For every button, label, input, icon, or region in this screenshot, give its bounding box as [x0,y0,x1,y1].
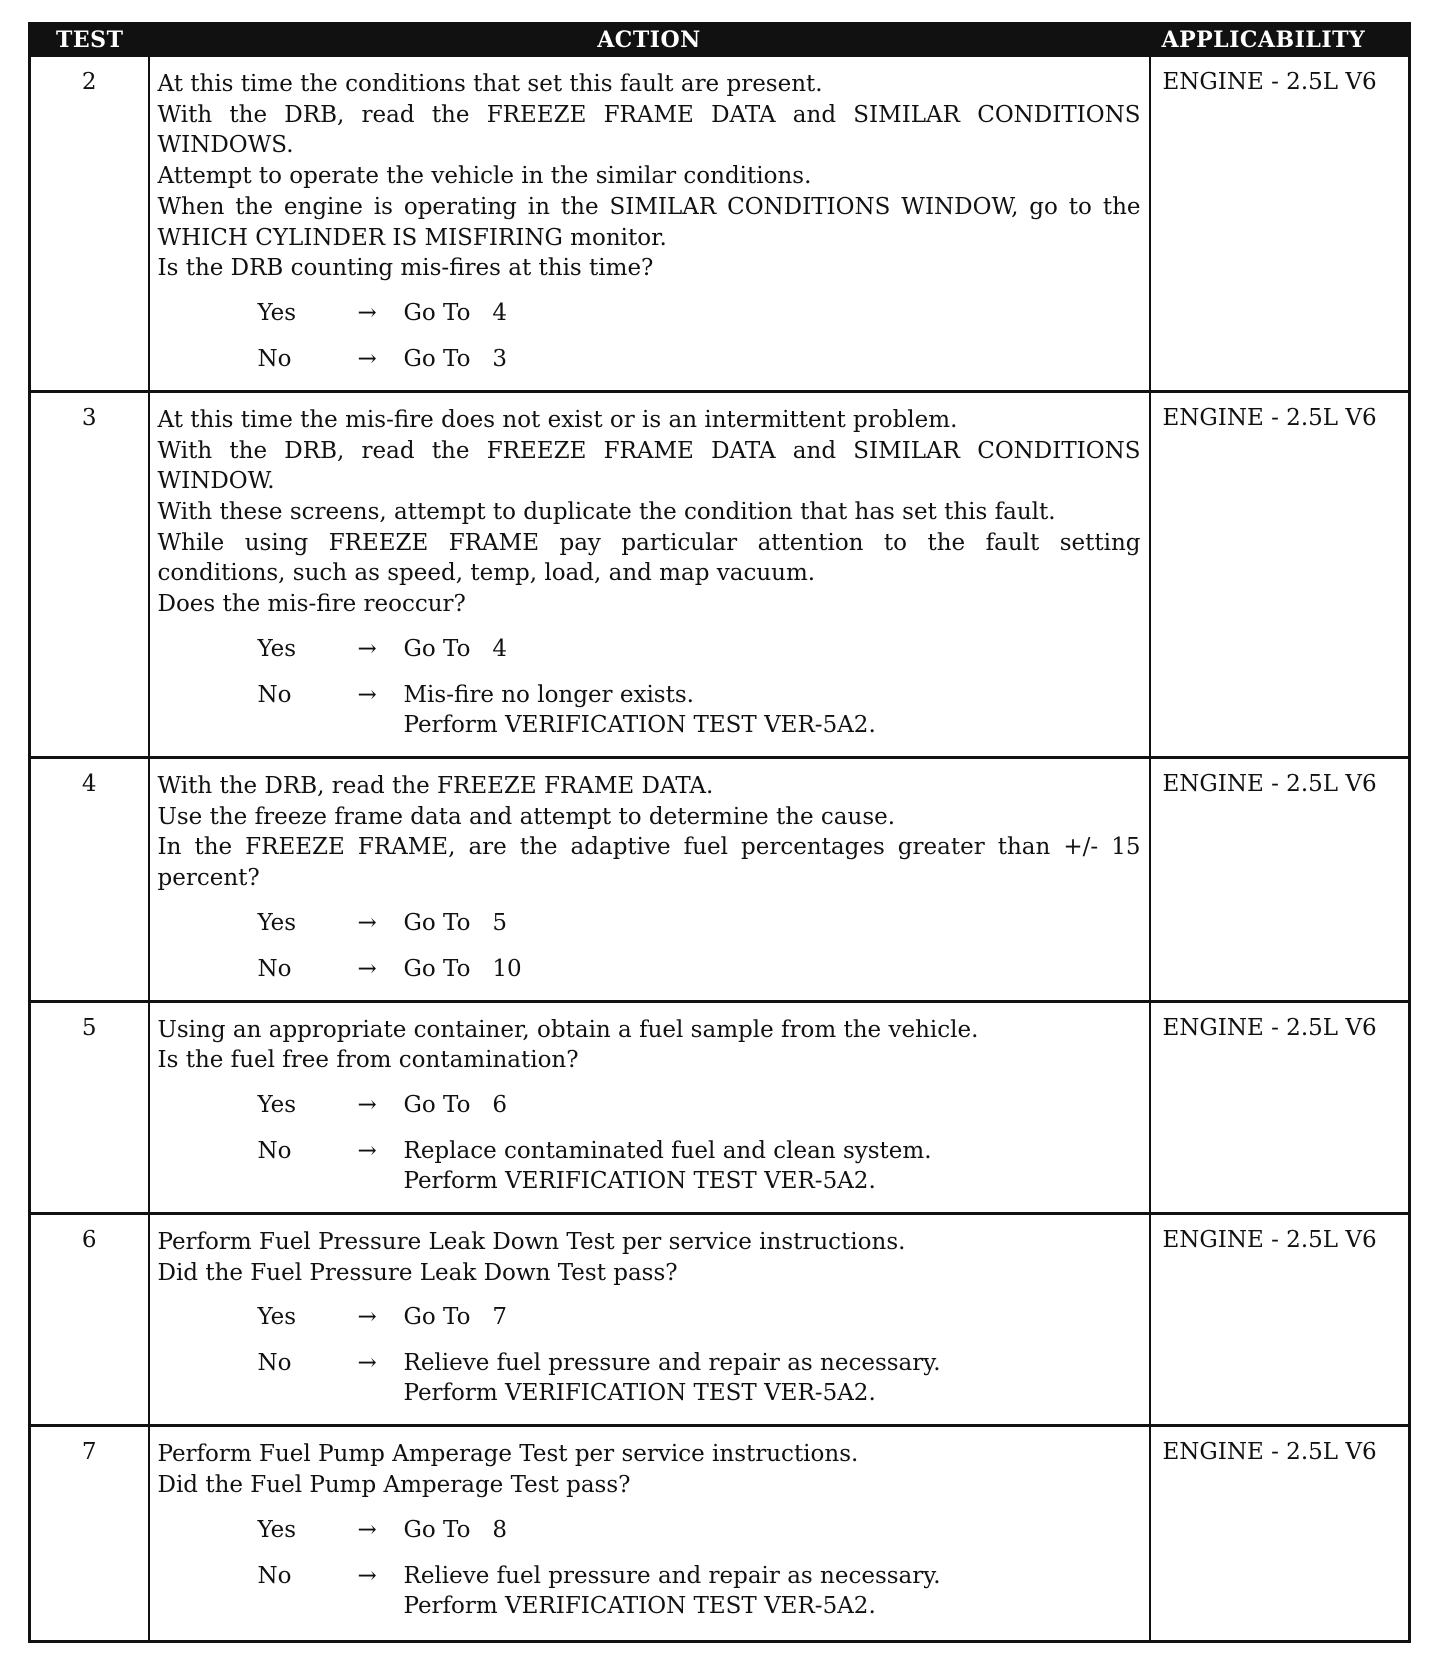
arrow-icon: → [357,909,377,936]
arrow-icon: → [357,1516,377,1543]
action-line: With these screens, attempt to duplicate the condition that has set this fault. [157,499,1056,526]
yes-choice [158,908,1141,938]
yes-label: Yes [257,1516,297,1543]
result-line: Go To 7 [403,1304,507,1331]
yes-label: Yes [257,635,297,662]
arrow-icon: → [357,635,377,662]
choices [158,1515,1141,1621]
action-line: Using an appropriate container, obtain a fuel sample from the vehicle. [157,1016,979,1043]
result-line: Go To 10 [403,955,522,982]
yes-choice [158,1302,1141,1332]
arrow-icon: → [357,1138,377,1165]
action-line: With the DRB, read the FREEZE FRAME DATA. [157,772,714,799]
test-number: 5 [30,1001,149,1213]
yes-label: Yes [257,909,297,936]
yes-result [404,298,1141,328]
table-row [30,1214,1410,1426]
yes-choice [158,634,1141,664]
action-line: Perform Fuel Pump Amperage Test per service instructions. [157,1441,859,1468]
no-label: No [257,1350,292,1377]
action-line: Attempt to operate the vehicle in the similar conditions. [157,163,812,190]
no-choice [158,344,1141,374]
header-test: TEST [30,24,149,57]
test-number: 4 [30,757,149,1001]
no-result [404,680,1141,740]
choices [158,908,1141,984]
header-applicability: APPLICABILITY [1150,24,1410,57]
no-label: No [257,681,292,708]
action-cell [149,1426,1150,1642]
result-line: Go To 3 [403,345,507,372]
applicability-cell: ENGINE - 2.5L V6 [1150,56,1410,391]
arrow-icon: → [357,299,377,326]
result-line: Relieve fuel pressure and repair as necessary. [403,1350,941,1377]
yes-result [404,1515,1141,1545]
result-line: Go To 4 [403,299,507,326]
choices [158,634,1141,740]
result-line: Go To 4 [403,635,507,662]
no-choice [158,680,1141,740]
action-line: Did the Fuel Pump Amperage Test pass? [157,1472,631,1499]
test-number: 7 [30,1426,149,1642]
action-cell [149,56,1150,391]
applicability-cell: ENGINE - 2.5L V6 [1150,391,1410,757]
no-choice [158,1136,1141,1196]
test-number: 6 [30,1214,149,1426]
action-line: With the DRB, read the FREEZE FRAME DATA and SIMILAR CONDITIONS WINDOWS. [157,101,1141,159]
yes-label: Yes [257,1304,297,1331]
table-row [30,1426,1410,1642]
action-line: Is the DRB counting mis-fires at this time? [157,255,654,282]
result-line: Go To 6 [403,1092,507,1119]
action-line: In the FREEZE FRAME, are the adaptive fuel percentages greater than +/- 15 percent? [157,834,1141,891]
diagnostic-table [28,22,1411,1643]
applicability-cell: ENGINE - 2.5L V6 [1150,1426,1410,1642]
no-label: No [257,345,292,372]
result-line: Perform VERIFICATION TEST VER-5A2. [403,1168,876,1195]
test-number: 2 [30,56,149,391]
action-cell [149,1001,1150,1213]
no-choice [158,1561,1141,1621]
action-line: When the engine is operating in the SIMILAR CONDITIONS WINDOW, go to the WHICH CYLINDER IS MISFIRING monitor. [157,193,1141,251]
yes-label: Yes [257,1092,297,1119]
choices [158,1302,1141,1408]
applicability-cell: ENGINE - 2.5L V6 [1150,1001,1410,1213]
action-line: Use the freeze frame data and attempt to determine the cause. [157,803,896,830]
result-line: Perform VERIFICATION TEST VER-5A2. [403,1380,876,1407]
yes-choice [158,298,1141,328]
applicability-cell: ENGINE - 2.5L V6 [1150,1214,1410,1426]
choices [158,298,1141,374]
result-line: Replace contaminated fuel and clean system. [403,1138,932,1165]
result-line: Go To 8 [403,1516,507,1543]
result-line: Go To 5 [403,909,507,936]
yes-result [404,634,1141,664]
arrow-icon: → [357,1092,377,1119]
arrow-icon: → [357,345,377,372]
table-row [30,391,1410,757]
arrow-icon: → [357,1350,377,1377]
no-label: No [257,955,292,982]
diagnostic-page [28,22,1408,1643]
header-action: ACTION [149,24,1150,57]
table-row [30,1001,1410,1213]
no-result [404,954,1141,984]
table-row [30,56,1410,391]
choices [158,1090,1141,1196]
result-line: Perform VERIFICATION TEST VER-5A2. [403,711,876,738]
action-cell [149,757,1150,1001]
table-header-row [30,24,1410,57]
no-label: No [257,1562,292,1589]
arrow-icon: → [357,955,377,982]
result-line: Perform VERIFICATION TEST VER-5A2. [403,1592,876,1619]
result-line: Relieve fuel pressure and repair as necessary. [403,1562,941,1589]
action-line: While using FREEZE FRAME pay particular attention to the fault setting conditions, such as speed, temp, load, and map vacuum. [157,529,1141,587]
no-result [404,1561,1141,1621]
action-line: Is the fuel free from contamination? [157,1047,579,1074]
action-cell [149,391,1150,757]
no-result [404,1136,1141,1196]
no-choice [158,1348,1141,1408]
yes-choice [158,1090,1141,1120]
test-number: 3 [30,391,149,757]
action-line: Does the mis-fire reoccur? [157,591,466,618]
arrow-icon: → [357,1562,377,1589]
action-cell [149,1214,1150,1426]
applicability-cell: ENGINE - 2.5L V6 [1150,757,1410,1001]
no-choice [158,954,1141,984]
action-line: At this time the conditions that set this fault are present. [157,71,823,97]
table-row [30,757,1410,1001]
action-line: Perform Fuel Pressure Leak Down Test per service instructions. [157,1229,906,1256]
yes-result [404,908,1141,938]
action-line: Did the Fuel Pressure Leak Down Test pass? [157,1259,678,1286]
yes-result [404,1090,1141,1120]
yes-choice [158,1515,1141,1545]
no-result [404,344,1141,374]
result-line: Mis-fire no longer exists. [403,681,694,708]
action-line: With the DRB, read the FREEZE FRAME DATA and SIMILAR CONDITIONS WINDOW. [157,437,1141,495]
yes-label: Yes [257,299,297,326]
action-line: At this time the mis-fire does not exist or is an intermittent problem. [157,406,958,433]
no-result [404,1348,1141,1408]
arrow-icon: → [357,1304,377,1331]
no-label: No [257,1138,292,1165]
arrow-icon: → [357,681,377,708]
yes-result [404,1302,1141,1332]
